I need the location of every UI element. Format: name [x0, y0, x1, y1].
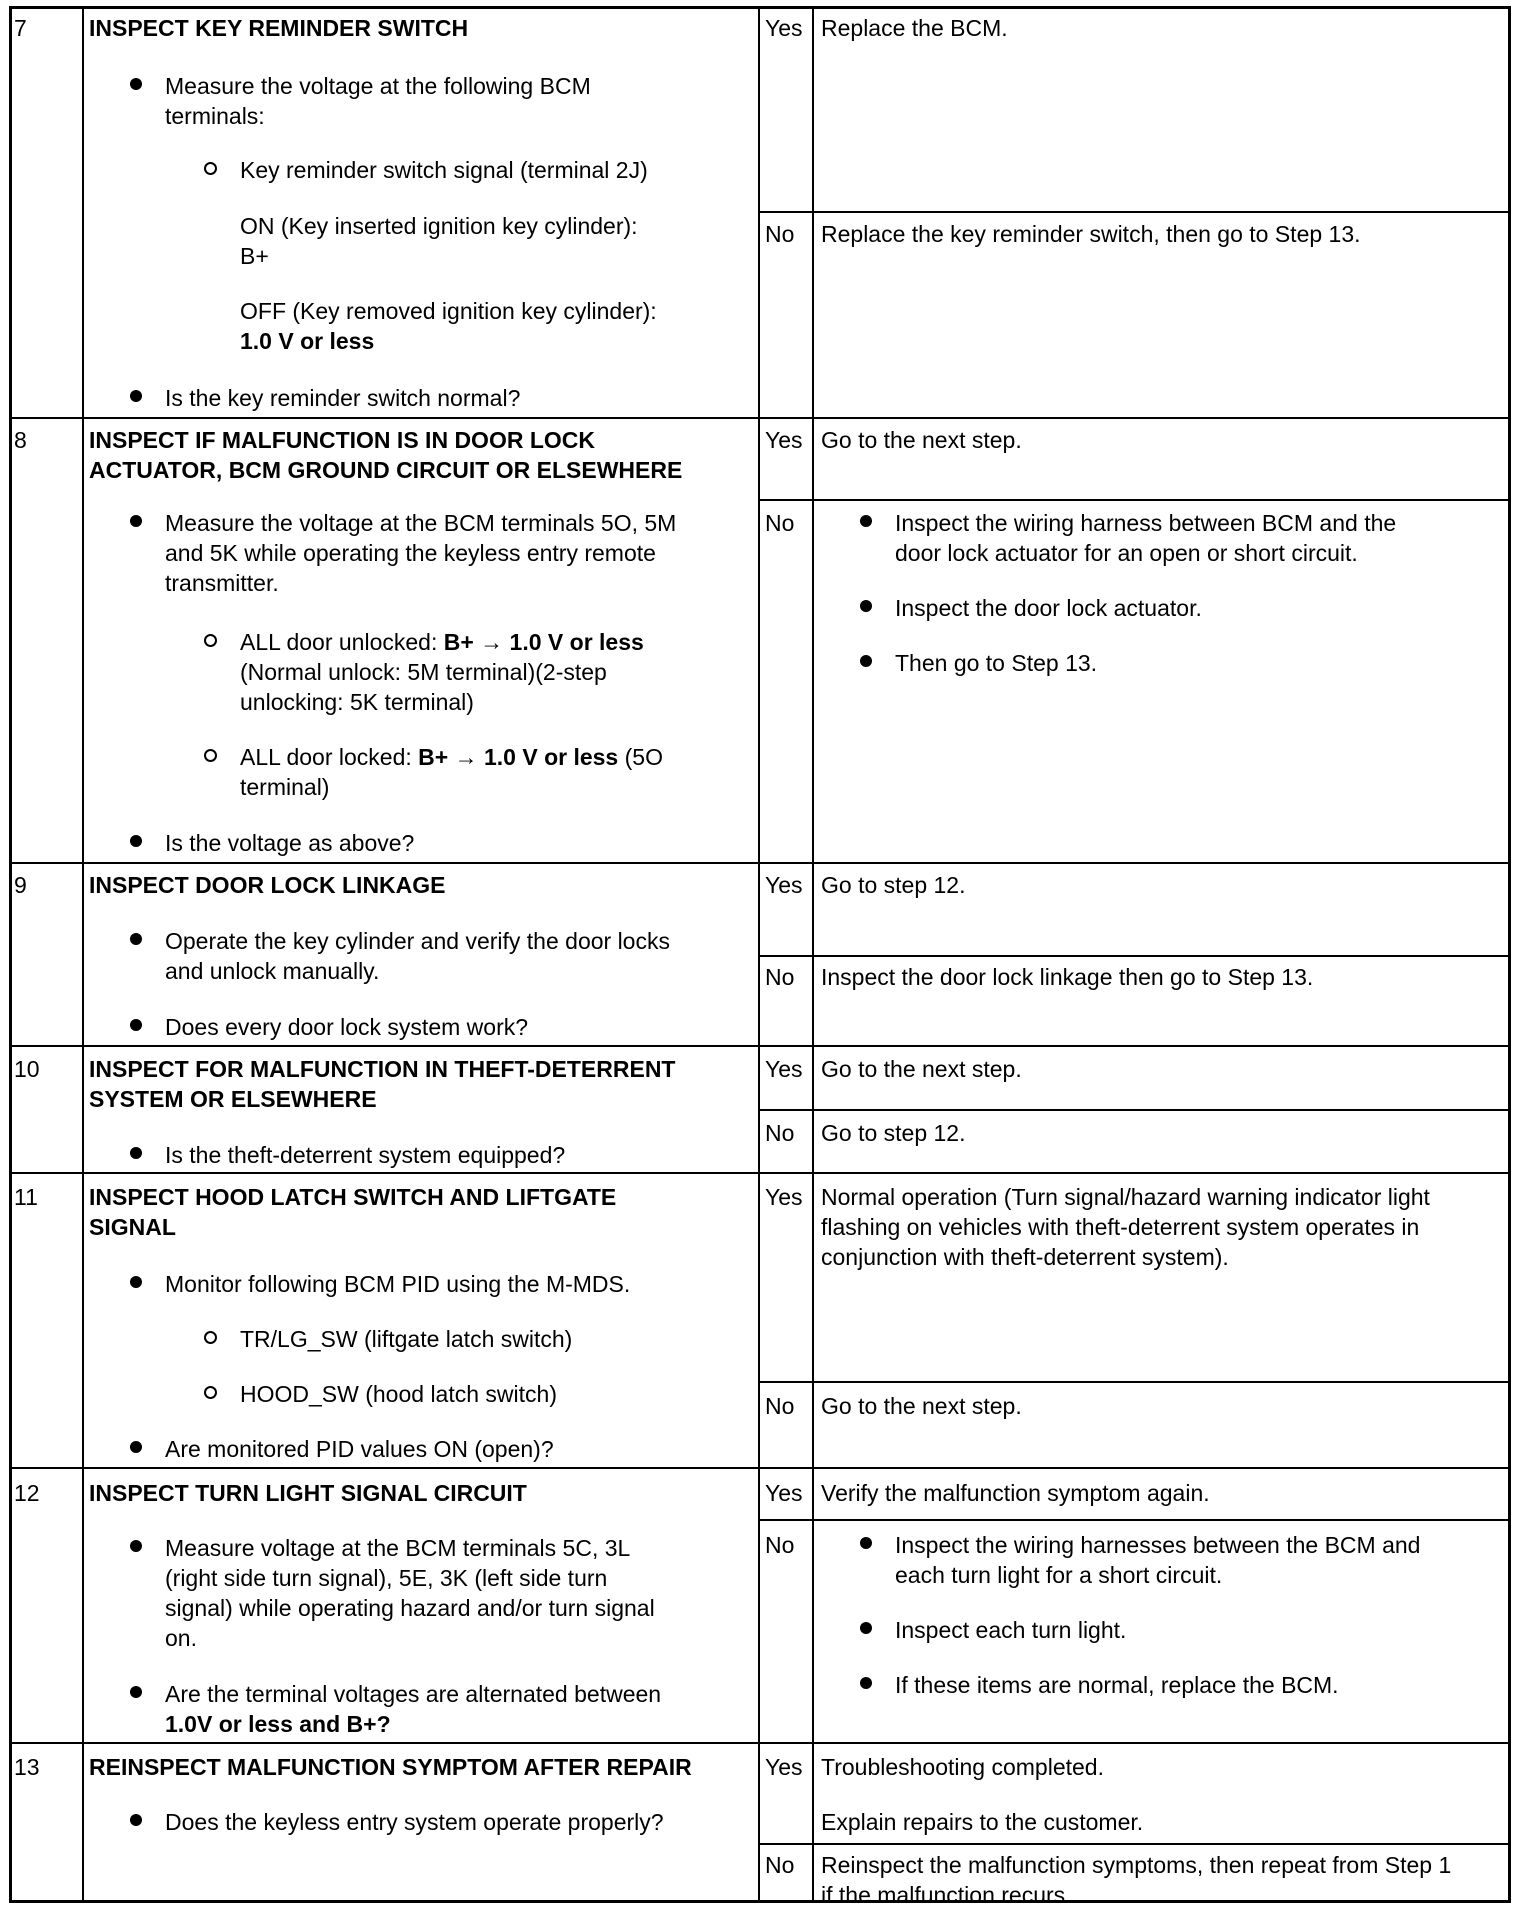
text-span: (5O — [618, 744, 663, 770]
step-number — [14, 1478, 40, 1508]
bold-text: INSPECT DOOR LOCK LINKAGE — [89, 872, 446, 898]
text-span: Reinspect the malfunction symptoms, then repeat from Step 1 — [821, 1852, 1452, 1878]
text-span: TR/LG_SW (liftgate latch switch) — [240, 1326, 573, 1352]
step-title — [89, 1478, 527, 1508]
result-no-label — [765, 1118, 794, 1148]
text-span: Explain repairs to the customer. — [821, 1809, 1144, 1835]
result-yes-label — [765, 1752, 803, 1782]
row-divider — [9, 862, 1511, 864]
text-span: Measure the voltage at the following BCM — [165, 73, 591, 99]
result-text — [821, 870, 965, 900]
bullet-dot — [130, 1686, 142, 1698]
text-span: Verify the malfunction symptom again. — [821, 1480, 1210, 1506]
result-bullet-text — [895, 508, 1396, 538]
text-span: signal) while operating hazard and/or turn signal — [165, 1595, 655, 1621]
sub-bullet-text — [240, 1379, 557, 1409]
text-span: Go to step 12. — [821, 1120, 966, 1146]
note-text — [240, 211, 638, 241]
result-no-label — [765, 219, 794, 249]
bullet-text — [165, 1533, 630, 1563]
bullet-dot — [130, 1441, 142, 1453]
text-span: 7 — [14, 15, 27, 41]
row-divider — [9, 1172, 1511, 1174]
row-divider — [9, 1742, 1511, 1744]
result-bullet-text — [895, 1670, 1339, 1700]
text-span: Replace the BCM. — [821, 15, 1008, 41]
bullet-text — [165, 926, 670, 956]
bullet-dot — [130, 1147, 142, 1159]
text-span: Key reminder switch signal (terminal 2J) — [240, 157, 648, 183]
result-text — [821, 962, 1313, 992]
sub-bullet-text — [240, 772, 329, 802]
text-span: and unlock manually. — [165, 958, 380, 984]
bullet-dot — [130, 1540, 142, 1552]
text-span: unlocking: 5K terminal) — [240, 689, 474, 715]
bold-text: B+ → 1.0 V or less — [418, 744, 619, 770]
text-span: Inspect each turn light. — [895, 1617, 1127, 1643]
result-text — [821, 1054, 1022, 1084]
text-span: Yes — [765, 15, 803, 41]
bullet-text — [165, 1269, 630, 1299]
result-bullet-text — [895, 593, 1202, 623]
text-span: If these items are normal, replace the BCM. — [895, 1672, 1339, 1698]
step-title — [89, 1182, 616, 1212]
result-text — [821, 13, 1008, 43]
text-span: 11 — [14, 1184, 38, 1210]
sub-bullet-circle — [204, 162, 217, 175]
text-span: B+ — [240, 243, 269, 269]
result-text — [821, 1118, 965, 1148]
text-span: Go to the next step. — [821, 1393, 1022, 1419]
bullet-text — [165, 1709, 391, 1739]
sub-bullet-circle — [204, 749, 217, 762]
text-span: Measure the voltage at the BCM terminals 5O, 5M — [165, 510, 677, 536]
result-bullet-text — [895, 1530, 1420, 1560]
step-title — [89, 425, 595, 455]
text-span: Yes — [765, 1754, 803, 1780]
step-title — [89, 13, 468, 43]
result-text — [821, 1242, 1229, 1272]
bullet-text — [165, 1807, 664, 1837]
text-span: No — [765, 1120, 795, 1146]
bullet-dot — [860, 600, 872, 612]
bullet-text — [165, 828, 414, 858]
bullet-dot — [860, 1677, 872, 1689]
text-span: ALL door locked: — [240, 744, 419, 770]
result-yes-label — [765, 13, 803, 43]
bullet-text — [165, 1012, 528, 1042]
text-span: Replace the key reminder switch, then go to Step 13. — [821, 221, 1361, 247]
text-span: Measure voltage at the BCM terminals 5C, 3L — [165, 1535, 631, 1561]
bullet-text — [165, 538, 656, 568]
result-text — [821, 1212, 1419, 1242]
bullet-text — [165, 101, 265, 131]
text-span: 12 — [14, 1480, 40, 1506]
text-span: No — [765, 1852, 795, 1878]
text-span: Operate the key cylinder and verify the door locks — [165, 928, 670, 954]
bold-text: 1.0V or less and B+? — [165, 1711, 391, 1737]
step-number — [14, 425, 27, 455]
sub-bullet-text — [240, 657, 607, 687]
result-text — [821, 1391, 1022, 1421]
text-span: on. — [165, 1625, 197, 1651]
bullet-dot — [130, 390, 142, 402]
bullet-dot — [130, 515, 142, 527]
note-text — [240, 296, 657, 326]
result-yes-label — [765, 1182, 803, 1212]
bullet-dot — [130, 1276, 142, 1288]
result-no-label — [765, 1391, 794, 1421]
step-title — [89, 1084, 377, 1114]
sub-bullet-circle — [204, 634, 217, 647]
text-span: Normal operation (Turn signal/hazard warning indicator light — [821, 1184, 1430, 1210]
text-span: Inspect the wiring harnesses between the BCM and — [895, 1532, 1421, 1558]
step-title — [89, 1212, 176, 1242]
text-span: Go to the next step. — [821, 1056, 1022, 1082]
bullet-text — [165, 1679, 661, 1709]
row-divider — [758, 499, 1511, 501]
result-no-label — [765, 1530, 794, 1560]
step-title — [89, 455, 682, 485]
result-no-label — [765, 508, 794, 538]
text-span: door lock actuator for an open or short circuit. — [895, 540, 1358, 566]
text-span: (Normal unlock: 5M terminal)(2-step — [240, 659, 607, 685]
sub-bullet-text — [240, 155, 648, 185]
text-span: OFF (Key removed ignition key cylinder): — [240, 298, 657, 324]
text-span: Is the key reminder switch normal? — [165, 385, 521, 411]
step-number — [14, 1182, 38, 1212]
text-span: Does the keyless entry system operate properly? — [165, 1809, 664, 1835]
text-span: Yes — [765, 872, 803, 898]
result-yes-label — [765, 425, 803, 455]
result-no-label — [765, 962, 794, 992]
result-no-label — [765, 1850, 794, 1880]
bold-text: SIGNAL — [89, 1214, 176, 1240]
text-span: Does every door lock system work? — [165, 1014, 529, 1040]
text-span: flashing on vehicles with theft-deterrent system operates in — [821, 1214, 1420, 1240]
bullet-text — [165, 568, 279, 598]
note-text — [240, 326, 374, 356]
bold-text: SYSTEM OR ELSEWHERE — [89, 1086, 377, 1112]
text-span: Are the terminal voltages are alternated between — [165, 1681, 662, 1707]
text-span: 9 — [14, 872, 27, 898]
text-span: No — [765, 510, 795, 536]
bullet-text — [165, 1593, 655, 1623]
text-span: ALL door unlocked: — [240, 629, 444, 655]
result-bullet-text — [895, 1615, 1126, 1645]
sub-bullet-circle — [204, 1386, 217, 1399]
result-text — [821, 1807, 1143, 1837]
bullet-dot — [860, 655, 872, 667]
row-divider — [9, 1045, 1511, 1047]
bullet-dot — [860, 1537, 872, 1549]
step-title — [89, 1752, 692, 1782]
bold-text: INSPECT KEY REMINDER SWITCH — [89, 15, 469, 41]
sub-bullet-text — [240, 742, 663, 772]
result-text — [821, 1850, 1451, 1880]
row-divider — [758, 1519, 1511, 1521]
row-divider — [758, 1843, 1511, 1845]
bullet-dot — [130, 78, 142, 90]
result-bullet-text — [895, 1560, 1222, 1590]
bold-text: ACTUATOR, BCM GROUND CIRCUIT OR ELSEWHERE — [89, 457, 683, 483]
text-span: 8 — [14, 427, 27, 453]
text-span: Inspect the wiring harness between BCM and the — [895, 510, 1397, 536]
step-number — [14, 13, 27, 43]
text-span: Troubleshooting completed. — [821, 1754, 1104, 1780]
result-text — [821, 1752, 1104, 1782]
sub-bullet-text — [240, 627, 644, 657]
bullet-text — [165, 1434, 554, 1464]
text-span: No — [765, 964, 795, 990]
bullet-dot — [860, 515, 872, 527]
bullet-text — [165, 71, 591, 101]
bold-text: INSPECT HOOD LATCH SWITCH AND LIFTGATE — [89, 1184, 617, 1210]
step-number — [14, 870, 27, 900]
text-span: (right side turn signal), 5E, 3K (left side turn — [165, 1565, 608, 1591]
row-divider — [758, 1381, 1511, 1383]
text-span: transmitter. — [165, 570, 279, 596]
note-text — [240, 241, 269, 271]
bullet-text — [165, 1623, 197, 1653]
step-title — [89, 1054, 675, 1084]
bold-text: 1.0 V or less — [240, 328, 375, 354]
result-text — [821, 1478, 1210, 1508]
bullet-text — [165, 956, 379, 986]
bold-text: B+ → 1.0 V or less — [443, 629, 644, 655]
text-span: Yes — [765, 1480, 803, 1506]
text-span: conjunction with theft-deterrent system). — [821, 1244, 1229, 1270]
result-bullet-text — [895, 648, 1097, 678]
bullet-dot — [860, 1622, 872, 1634]
row-divider — [9, 417, 1511, 419]
text-span: Yes — [765, 427, 803, 453]
text-span: Inspect the door lock actuator. — [895, 595, 1202, 621]
step-number — [14, 1054, 40, 1084]
sub-bullet-circle — [204, 1331, 217, 1344]
text-span: 13 — [14, 1754, 40, 1780]
step-number — [14, 1752, 40, 1782]
text-span: Is the voltage as above? — [165, 830, 415, 856]
text-span: ON (Key inserted ignition key cylinder): — [240, 213, 638, 239]
text-span: HOOD_SW (hood latch switch) — [240, 1381, 557, 1407]
text-span: 10 — [14, 1056, 40, 1082]
step-title — [89, 870, 446, 900]
text-span: No — [765, 221, 795, 247]
row-divider — [9, 1467, 1511, 1469]
text-span: and 5K while operating the keyless entry remote — [165, 540, 656, 566]
bold-text: REINSPECT MALFUNCTION SYMPTOM AFTER REPAIR — [89, 1754, 692, 1780]
text-span: No — [765, 1393, 795, 1419]
bullet-dot — [130, 933, 142, 945]
result-text — [821, 219, 1361, 249]
text-span: Inspect the door lock linkage then go to Step 13. — [821, 964, 1314, 990]
text-span: Are monitored PID values ON (open)? — [165, 1436, 554, 1462]
bullet-text — [165, 383, 520, 413]
bullet-dot — [130, 1019, 142, 1031]
result-yes-label — [765, 1054, 803, 1084]
text-span: Yes — [765, 1184, 803, 1210]
result-yes-label — [765, 1478, 803, 1508]
text-span: Yes — [765, 1056, 803, 1082]
text-span: Monitor following BCM PID using the M-MDS. — [165, 1271, 631, 1297]
bold-text: INSPECT TURN LIGHT SIGNAL CIRCUIT — [89, 1480, 527, 1506]
row-divider — [758, 1109, 1511, 1111]
bullet-text — [165, 1140, 565, 1170]
sub-bullet-text — [240, 1324, 572, 1354]
text-span: terminal) — [240, 774, 330, 800]
bullet-text — [165, 508, 676, 538]
result-text — [821, 1880, 1072, 1910]
bullet-text — [165, 1563, 607, 1593]
result-text — [821, 425, 1022, 455]
row-divider — [758, 955, 1511, 957]
text-span: Go to step 12. — [821, 872, 966, 898]
text-span: terminals: — [165, 103, 265, 129]
bullet-dot — [130, 835, 142, 847]
text-span: each turn light for a short circuit. — [895, 1562, 1223, 1588]
bold-text: INSPECT FOR MALFUNCTION IN THEFT-DETERRENT — [89, 1056, 676, 1082]
bold-text: INSPECT IF MALFUNCTION IS IN DOOR LOCK — [89, 427, 595, 453]
text-span: Then go to Step 13. — [895, 650, 1098, 676]
result-yes-label — [765, 870, 803, 900]
result-bullet-text — [895, 538, 1358, 568]
row-divider — [758, 211, 1511, 213]
text-span: if the malfunction recurs. — [821, 1882, 1072, 1908]
text-span: No — [765, 1532, 795, 1558]
text-span: Go to the next step. — [821, 427, 1022, 453]
column-divider — [82, 6, 84, 1903]
sub-bullet-text — [240, 687, 474, 717]
result-text — [821, 1182, 1430, 1212]
bullet-dot — [130, 1814, 142, 1826]
text-span: Is the theft-deterrent system equipped? — [165, 1142, 566, 1168]
